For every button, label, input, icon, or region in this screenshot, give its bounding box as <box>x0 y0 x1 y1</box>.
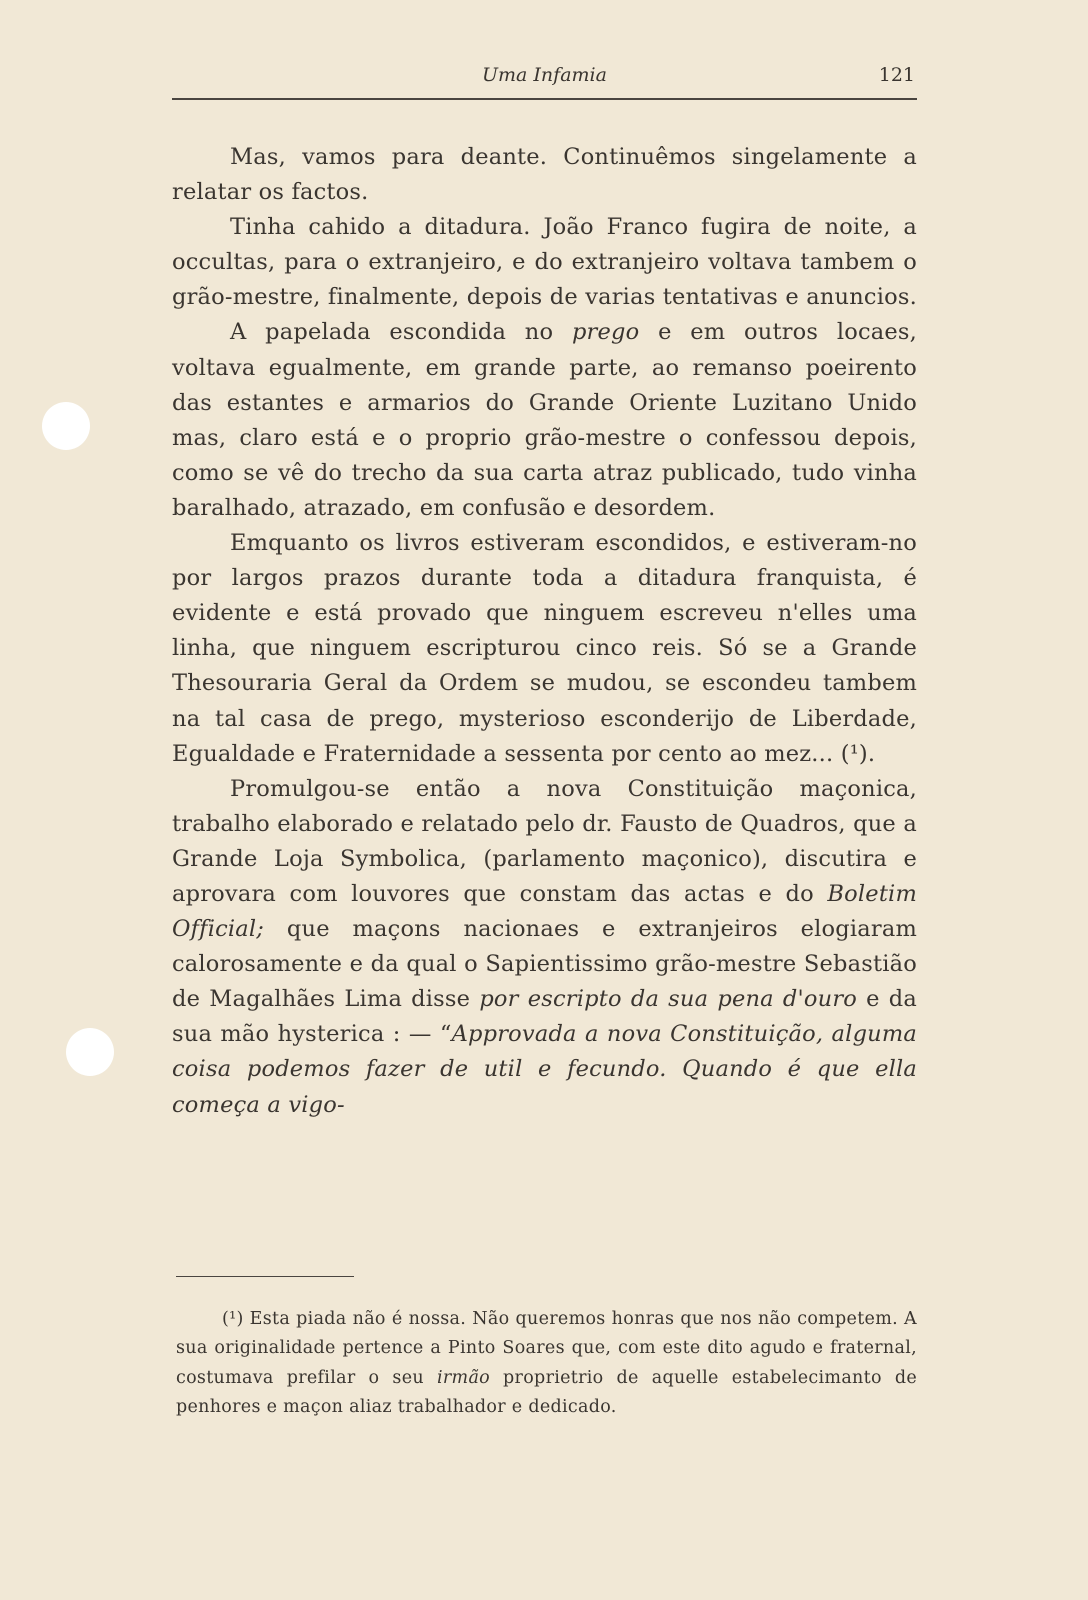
text-run: Promulgou-se então a nova Constituição maçonica, trabalho elaborado e relatado pelo dr. Fausto de Quadros, que a Grande Loja Symbolica, (parlamento maçonico), discutira e aprovara com louvores que constam das actas e do <box>172 775 917 907</box>
text-run: e da sua mão hysterica : — “ <box>172 986 917 1048</box>
text-run: A papelada escondida no <box>230 319 572 346</box>
footnote-1 <box>176 1305 917 1423</box>
body-text <box>172 140 917 1123</box>
page-header <box>172 62 917 92</box>
paragraph-1 <box>172 140 917 210</box>
paragraph-5 <box>172 772 917 1123</box>
paragraph-2 <box>172 210 917 315</box>
footnote-rule <box>176 1276 354 1277</box>
punch-hole-top <box>42 402 90 450</box>
paragraph-3 <box>172 315 917 526</box>
italic-text: por escripto da sua pena d'ouro <box>479 986 858 1013</box>
footnotes <box>176 1305 917 1423</box>
text-run: Mas, vamos para deante. Continuêmos singelamente a relatar os factos. <box>172 144 917 206</box>
text-run: (¹) Esta piada não é nossa. Não queremos honras que nos não competem. A sua originalidade pertence a Pinto Soares que, com este dito agudo e fraternal, costumava prefilar o seu <box>176 1309 917 1388</box>
page-number: 121 <box>878 64 915 86</box>
text-run: e em outros locaes, voltava egualmente, em grande parte, ao remanso poeirento das estantes e armarios do Grande Oriente Luzitano Unido mas, claro está e o proprio grão-mestre o confessou depois, como se vê do trecho da sua carta atraz publicado, tudo vinha baralhado, atrazado, em confusão e desordem. <box>172 319 918 521</box>
italic-text: irmão <box>436 1367 491 1388</box>
paragraph-4 <box>172 526 917 772</box>
running-title: Uma Infamia <box>482 64 607 86</box>
text-run: Tinha cahido a ditadura. João Franco fugira de noite, a occultas, para o extranjeiro, e do extranjeiro voltava tambem o grão-mestre, finalmente, depois de varias tentativas e anuncios. <box>172 214 917 311</box>
punch-hole-bottom <box>66 1028 114 1076</box>
text-run: proprietrio de aquelle estabelecimanto de penhores e maçon aliaz trabalhador e dedicado. <box>176 1367 917 1418</box>
text-run: Emquanto os livros estiveram escondidos, e estiveram-no por largos prazos durante toda a ditadura franquista, é evidente e está provado que ninguem escreveu n'elles uma linha, que ninguem escripturou cinco reis. Só se a Grande Thesouraria Geral da Ordem se mudou, se escondeu tambem na tal casa de prego, mysterioso esconderijo de Liberdade, Egualdade e Fraternidade a sessenta por cento ao mez... (¹). <box>172 530 917 767</box>
text-run: que maçons nacionaes e extranjeiros elogiaram calorosamente e da qual o Sapientissimo grão-mestre Sebastião de Magalhães Lima disse <box>172 916 917 1013</box>
italic-text: Approvada a nova Constituição, alguma coisa podemos fazer de util e fecundo. Quando é que ella começa a vigo- <box>172 1021 918 1118</box>
header-rule <box>172 98 917 100</box>
italic-text: Boletim Official; <box>172 880 917 943</box>
italic-text: prego <box>571 319 640 346</box>
